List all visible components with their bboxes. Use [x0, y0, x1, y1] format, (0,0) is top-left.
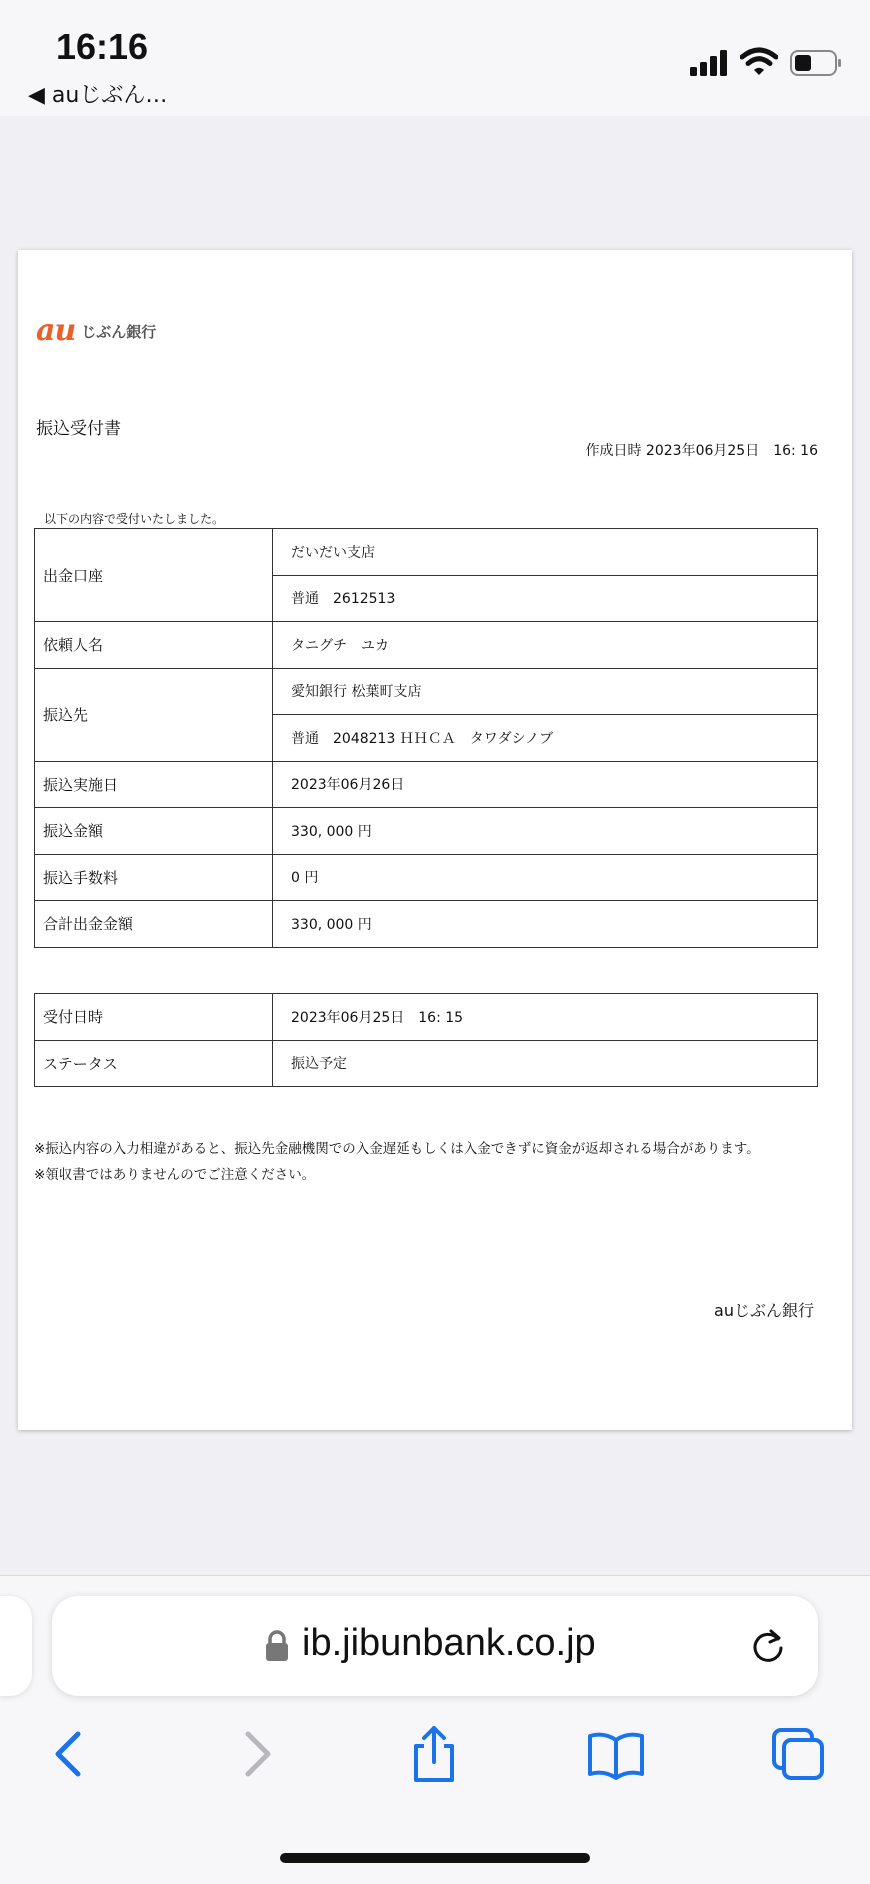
- notes: [34, 1136, 760, 1188]
- source-account-label: 出金口座: [35, 529, 273, 622]
- share-icon[interactable]: [404, 1724, 464, 1784]
- fee-label: 振込手数料: [35, 854, 273, 901]
- back-arrow-icon[interactable]: [40, 1724, 100, 1784]
- logo-au-mark: au: [36, 313, 76, 348]
- home-indicator[interactable]: [280, 1853, 590, 1863]
- destination-account-value: 普通 2048213 ＨＨＣＡ タワダシノブ: [273, 715, 818, 762]
- table-row: [35, 761, 818, 808]
- status-bar: [0, 0, 870, 116]
- intro-text: 以下の内容で受付いたしました。: [44, 512, 225, 526]
- source-account-value: 普通 2612513: [273, 575, 818, 622]
- table-row: [35, 808, 818, 855]
- transfer-date-value: 2023年06月26日: [273, 761, 818, 808]
- logo-text: じぶん銀行: [81, 323, 157, 341]
- footer-bank-name: auじぶん銀行: [714, 1301, 814, 1320]
- transfer-receipt-document: [18, 250, 852, 1430]
- tabs-icon[interactable]: [768, 1724, 828, 1784]
- bank-logo: [36, 310, 156, 346]
- table-row: [35, 994, 818, 1041]
- status-label: ステータス: [35, 1040, 273, 1087]
- amount-label: 振込金額: [35, 808, 273, 855]
- table-row: [35, 668, 818, 715]
- table-row: [35, 529, 818, 576]
- document-title: 振込受付書: [36, 419, 121, 439]
- received-value: 2023年06月25日 16: 15: [273, 994, 818, 1041]
- bookmarks-icon[interactable]: [586, 1724, 646, 1784]
- wifi-icon: [740, 46, 778, 76]
- amount-value: 330, 000 円: [273, 808, 818, 855]
- back-to-app-link[interactable]: ◀ auじぶん…: [28, 83, 168, 108]
- reload-icon[interactable]: [748, 1626, 788, 1666]
- destination-label: 振込先: [35, 668, 273, 761]
- forward-arrow-icon[interactable]: [226, 1724, 286, 1784]
- destination-bank-value: 愛知銀行 松葉町支店: [273, 668, 818, 715]
- received-label: 受付日時: [35, 994, 273, 1041]
- table-row: [35, 901, 818, 948]
- browser-toolbar: [0, 1575, 870, 1884]
- url-text[interactable]: ib.jibunbank.co.jp: [302, 1622, 596, 1664]
- cellular-signal-icon: [690, 50, 730, 76]
- transfer-details-table: [34, 528, 818, 948]
- requester-value: タニグチ ユカ: [273, 622, 818, 669]
- table-row: [35, 854, 818, 901]
- created-datetime: 作成日時 2023年06月25日 16: 16: [585, 443, 818, 459]
- table-row: [35, 622, 818, 669]
- transfer-date-label: 振込実施日: [35, 761, 273, 808]
- fee-value: 0 円: [273, 854, 818, 901]
- battery-icon: [790, 50, 842, 76]
- status-time: 16:16: [56, 26, 149, 67]
- total-label: 合計出金金額: [35, 901, 273, 948]
- note-line: ※振込内容の入力相違があると、振込先金融機関での入金遅延もしくは入金できずに資金が返却される場合があります。: [34, 1141, 760, 1157]
- source-branch-value: だいだい支店: [273, 529, 818, 576]
- note-line: ※領収書ではありませんのでご注意ください。: [34, 1167, 316, 1183]
- previous-tab-preview[interactable]: [0, 1596, 32, 1696]
- total-value: 330, 000 円: [273, 901, 818, 948]
- requester-label: 依頼人名: [35, 622, 273, 669]
- reception-status-table: [34, 993, 818, 1087]
- status-value: 振込予定: [273, 1040, 818, 1087]
- address-bar[interactable]: [52, 1596, 818, 1696]
- table-row: [35, 1040, 818, 1087]
- lock-icon: [264, 1630, 290, 1662]
